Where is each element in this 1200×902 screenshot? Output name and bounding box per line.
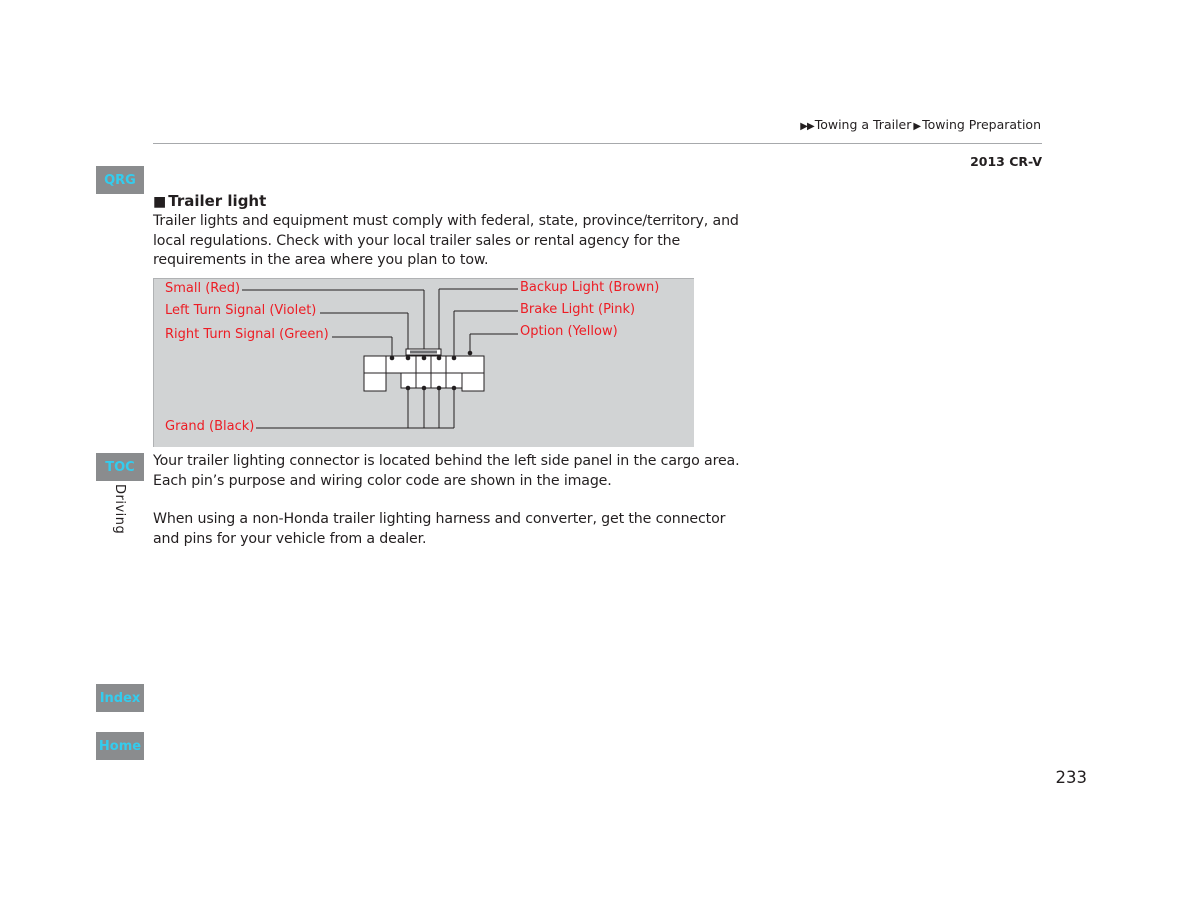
text-line: When using a non-Honda trailer lighting harness and converter, get the connector (153, 511, 726, 527)
trailer-connector-diagram (153, 278, 694, 447)
text-line: requirements in the area where you plan to tow. (153, 252, 489, 268)
pin-label-option: Option (Yellow) (520, 324, 618, 339)
square-bullet-icon: ■ (153, 194, 167, 210)
pin-label-brake-light: Brake Light (Pink) (520, 302, 636, 317)
breadcrumb-item-towing-preparation[interactable]: Towing Preparation (922, 117, 1041, 132)
pin-label-ground: Grand (Black) (165, 419, 255, 434)
pin-label-small: Small (Red) (165, 281, 241, 296)
text-line: Each pin’s purpose and wiring color code are shown in the image. (153, 472, 612, 489)
connector-location-paragraph (153, 452, 740, 491)
intro-paragraph (153, 212, 739, 271)
model-label: 2013 CR-V (970, 154, 1042, 169)
non-honda-harness-paragraph (153, 510, 726, 549)
text-line: and pins for your vehicle from a dealer. (153, 530, 427, 547)
text-line: Your trailer lighting connector is located behind the left side panel in the cargo area. (153, 453, 740, 469)
section-heading-text: Trailer light (168, 192, 267, 210)
section-heading (153, 192, 266, 210)
breadcrumb-item-towing-a-trailer[interactable]: Towing a Trailer (814, 117, 912, 132)
breadcrumb-arrow-icon: ▶ (913, 121, 922, 132)
toc-button[interactable]: TOC (96, 453, 144, 481)
text-line: Trailer lights and equipment must comply with federal, state, province/territory, and (153, 213, 739, 229)
page-number: 233 (1055, 768, 1087, 787)
qrg-button[interactable]: QRG (96, 166, 144, 194)
chapter-tab-driving: Driving (112, 484, 127, 535)
text-line: local regulations. Check with your local trailer sales or rental agency for the (153, 232, 681, 249)
breadcrumb (800, 117, 1041, 132)
breadcrumb-arrow-icon: ▶▶ (800, 121, 814, 132)
header-divider (153, 143, 1042, 144)
pin-label-left-turn-signal: Left Turn Signal (Violet) (165, 303, 317, 318)
index-button[interactable]: Index (96, 684, 144, 712)
pin-label-backup-light: Backup Light (Brown) (520, 280, 660, 295)
pin-label-right-turn-signal: Right Turn Signal (Green) (165, 327, 329, 342)
home-button[interactable]: Home (96, 732, 144, 760)
